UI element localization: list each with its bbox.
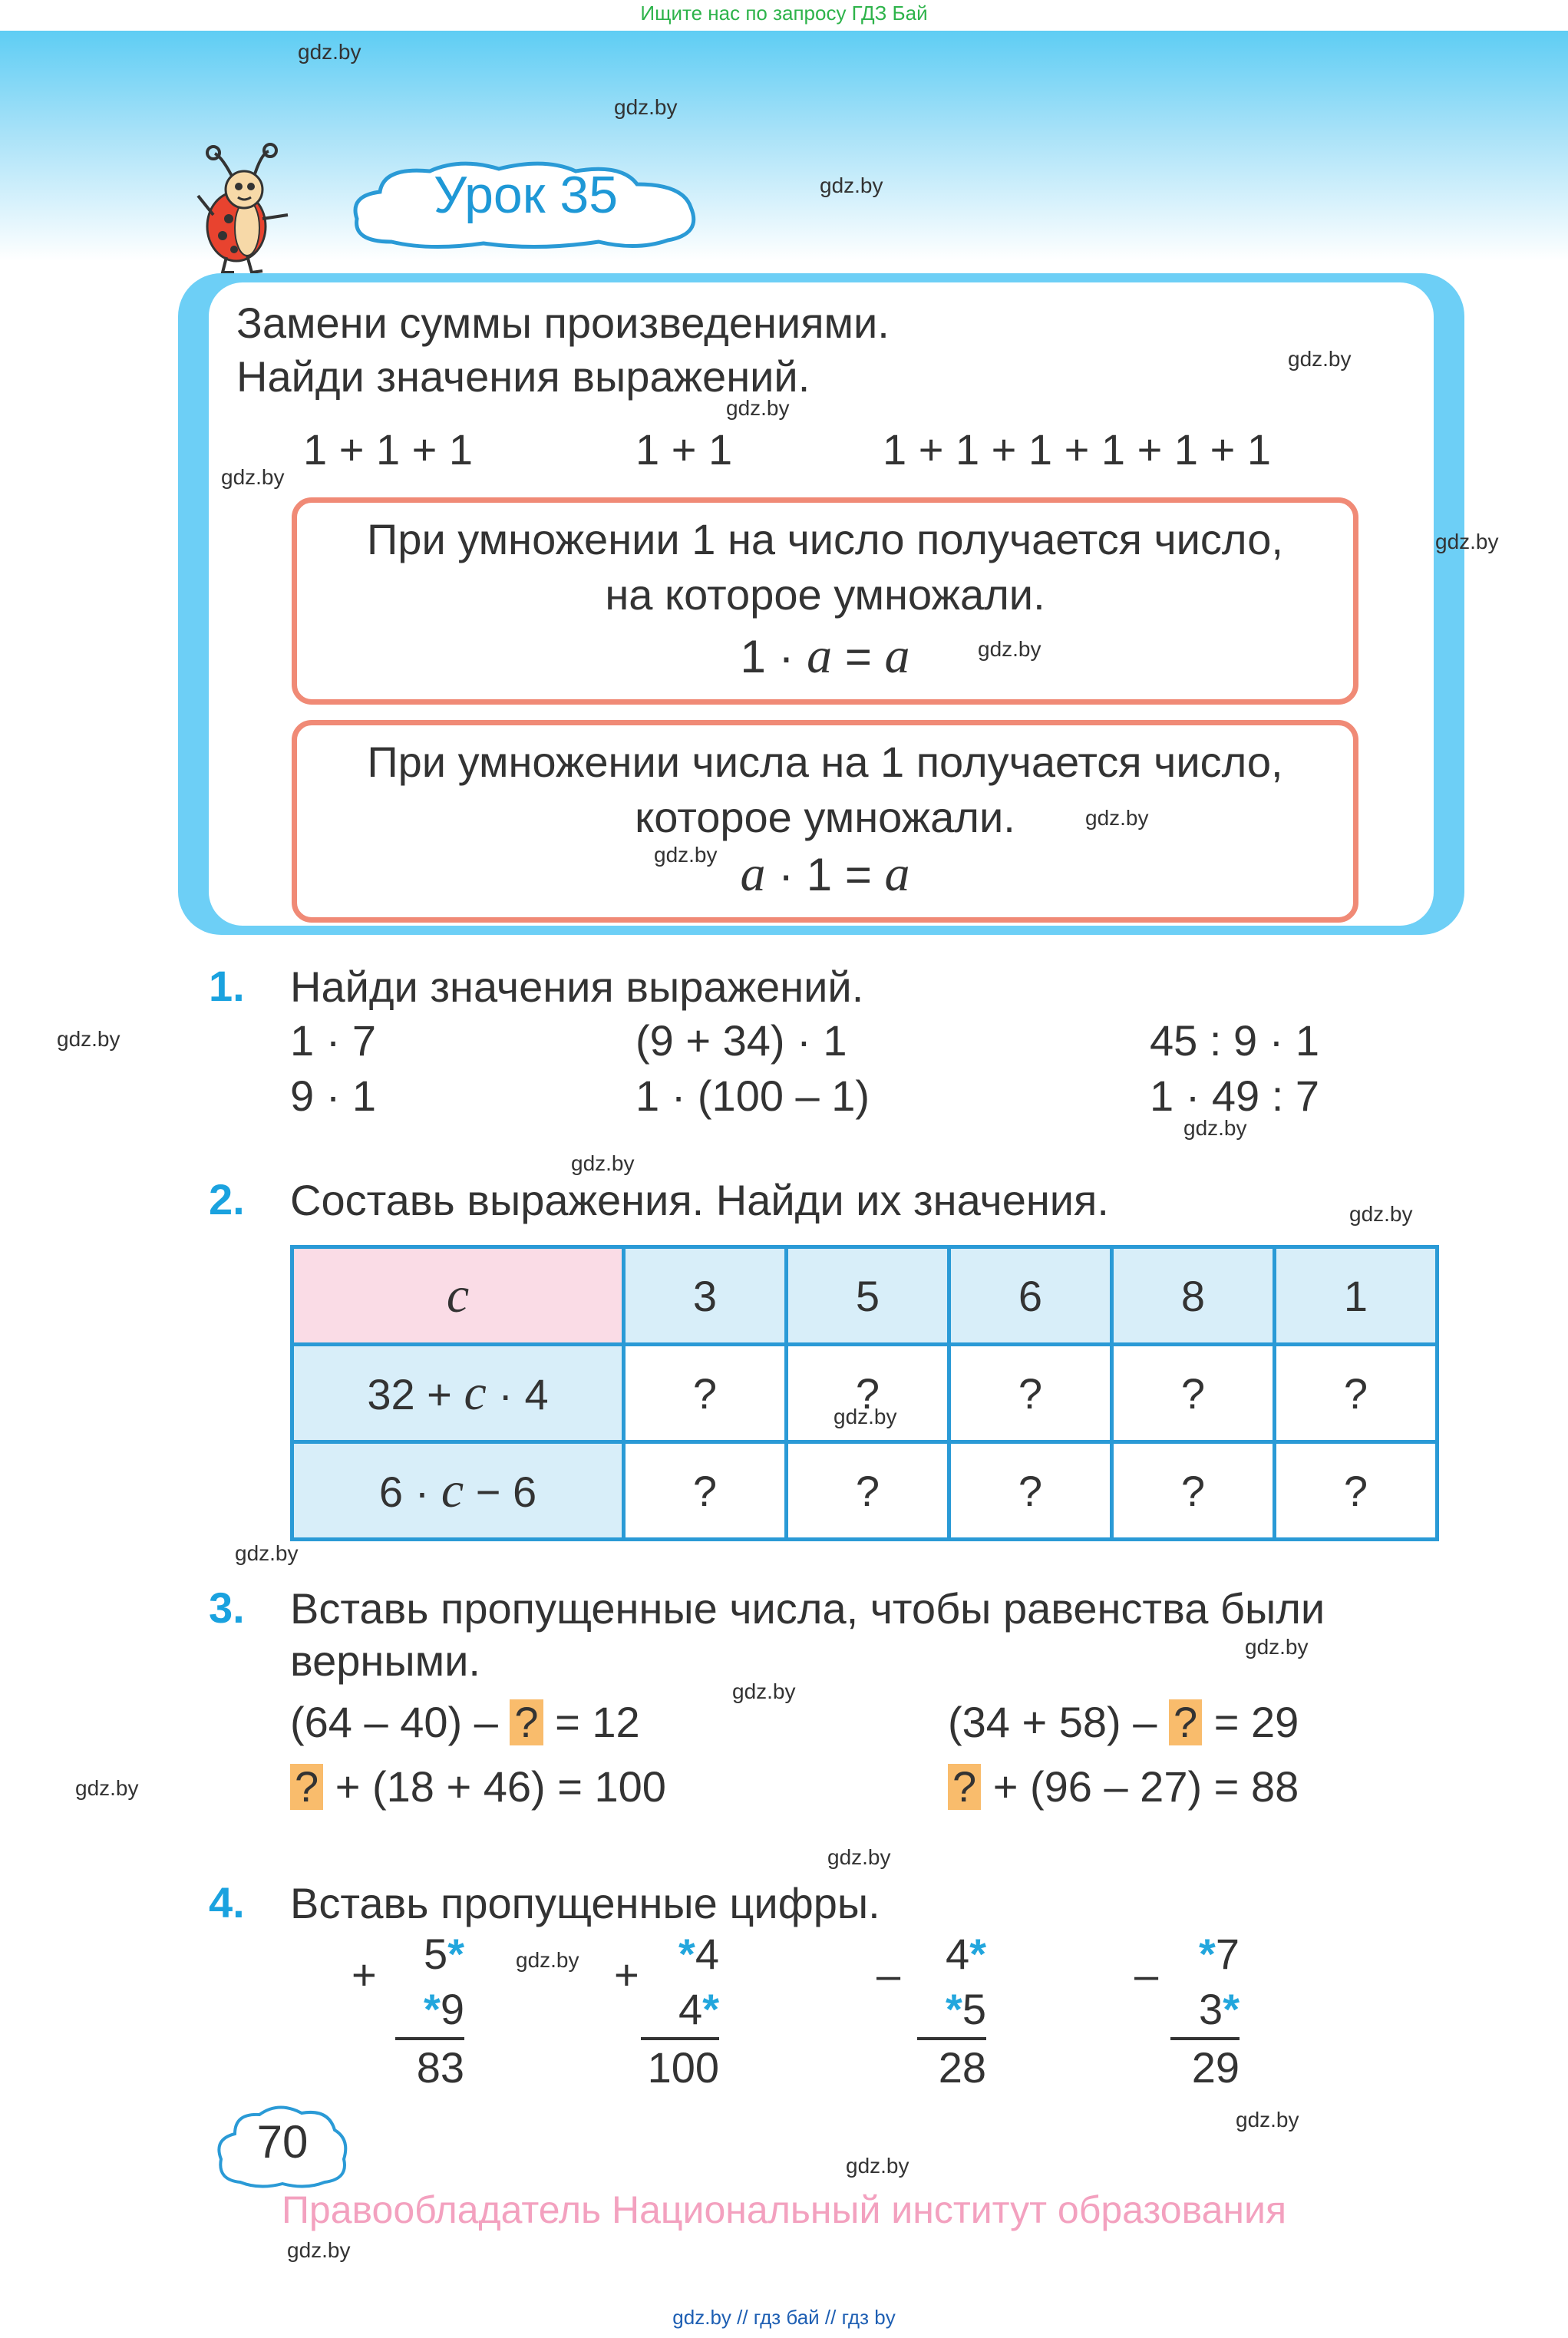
watermark: gdz.by (820, 173, 883, 197)
equation-3 (290, 1759, 666, 1815)
table-cell[interactable]: ? (1112, 1442, 1275, 1540)
task-4-text: Вставь пропущенные цифры. (290, 1879, 880, 1927)
intro-line-2: Найди значения выражений. (236, 352, 810, 401)
ladybug-icon (192, 142, 299, 276)
minus-sign: – (876, 1950, 901, 1999)
task-1-expr: 45 : 9 · 1 (1150, 1016, 1320, 1065)
watermark: gdz.by (1236, 2108, 1299, 2132)
lesson-title: Урок 35 (433, 166, 619, 224)
eq-part: (34 + 58) – (948, 1698, 1157, 1746)
missing-digit-star[interactable]: * (1223, 1985, 1240, 2033)
watermark: gdz.by (571, 1151, 635, 1175)
rule-box-2 (292, 720, 1358, 923)
column-result: 83 (395, 2037, 464, 2095)
watermark: gdz.by (1245, 1635, 1309, 1659)
watermark: gdz.by (221, 465, 285, 489)
eq-part: = 12 (555, 1698, 640, 1746)
rule-2-line-1: При умножении числа на 1 получается число, (367, 738, 1283, 786)
watermark: gdz.by (726, 396, 790, 420)
table-cell[interactable]: ? (949, 1345, 1112, 1442)
task-1-expr: 1 · 49 : 7 (1150, 1072, 1320, 1120)
missing-digit-star[interactable]: * (1199, 1930, 1216, 1978)
watermark: gdz.by (614, 95, 678, 119)
eq-part: = 29 (1213, 1698, 1299, 1746)
table-cell: 3 (624, 1247, 787, 1345)
equation-2 (948, 1695, 1299, 1750)
task-3-number: 3. (209, 1583, 245, 1632)
table-cell: 1 (1275, 1247, 1438, 1345)
watermark: gdz.by (287, 2238, 351, 2262)
rule-2-formula (297, 845, 1353, 903)
watermark: gdz.by (57, 1027, 120, 1051)
watermark: gdz.by (1435, 530, 1499, 553)
watermark: gdz.by (732, 1679, 796, 1703)
table-row (292, 1442, 1438, 1540)
equation-1 (290, 1695, 640, 1750)
sum-1: 1 + 1 + 1 (303, 425, 474, 474)
digit: 4 (946, 1930, 970, 1978)
column-calc-3 (917, 1927, 986, 2095)
watermark: gdz.by (516, 1948, 579, 1972)
table-cell[interactable]: ? (1275, 1442, 1438, 1540)
table-cell: 8 (1112, 1247, 1275, 1345)
formula-part: · 1 = (778, 849, 872, 900)
watermark: gdz.by (235, 1541, 299, 1565)
task-1-expr: 9 · 1 (290, 1072, 377, 1120)
page-number: 70 (256, 2116, 309, 2168)
expr-part: 6 · (378, 1468, 430, 1516)
plus-sign: + (614, 1950, 639, 1999)
digit: 5 (962, 1985, 986, 2033)
digit: 3 (1199, 1985, 1223, 2033)
sum-3: 1 + 1 + 1 + 1 + 1 + 1 (883, 425, 1271, 474)
task-2-text: Составь выражения. Найди их значения. (290, 1176, 1109, 1224)
watermark: gdz.by (827, 1845, 891, 1869)
copyright-line: Правообладатель Национальный институт образования (281, 2188, 1287, 2231)
variable-c: c (464, 1365, 487, 1421)
formula-var: a (884, 846, 910, 902)
table-expr-cell (292, 1442, 624, 1540)
watermark: gdz.by (298, 40, 361, 64)
search-hint: Ищите нас по запросу ГДЗ Бай (640, 2, 928, 25)
missing-digit-star[interactable]: * (969, 1930, 986, 1978)
rule-1-line-2: на которое умножали. (605, 570, 1045, 619)
formula-part: 1 · (740, 631, 794, 682)
task-1-number: 1. (209, 962, 245, 1010)
table-cell[interactable]: ? (624, 1442, 787, 1540)
digit: 4 (678, 1985, 703, 2033)
formula-var: a (740, 846, 766, 902)
table-cell: 6 (949, 1247, 1112, 1345)
column-result: 28 (917, 2037, 986, 2095)
table-cell[interactable]: ? (787, 1442, 949, 1540)
expr-part: − 6 (475, 1468, 537, 1516)
missing-digit-star[interactable]: * (678, 1930, 695, 1978)
task-1-expr: 1 · 7 (290, 1016, 377, 1065)
table-cell[interactable]: ? (949, 1442, 1112, 1540)
task-1-expr: 1 · (100 – 1) (635, 1072, 870, 1120)
column-calc-1 (395, 1927, 464, 2095)
missing-number-box[interactable]: ? (510, 1699, 543, 1745)
column-result: 29 (1170, 2037, 1240, 2095)
task-1-expr: (9 + 34) · 1 (635, 1016, 847, 1065)
task-2-number: 2. (209, 1175, 245, 1223)
minus-sign: – (1134, 1950, 1159, 1999)
missing-number-box[interactable]: ? (1169, 1699, 1202, 1745)
table-var-cell (292, 1247, 624, 1345)
task-3-line-2: верными. (290, 1636, 480, 1685)
table-cell[interactable]: ? (624, 1345, 787, 1442)
expr-part: · 4 (498, 1370, 549, 1418)
formula-var: a (807, 628, 833, 684)
table-row (292, 1247, 1438, 1345)
watermark: gdz.by (846, 2154, 909, 2178)
variable-c: c (446, 1267, 470, 1323)
plus-sign: + (352, 1950, 377, 1999)
column-calc-4 (1170, 1927, 1240, 2095)
footer-links[interactable]: gdz.by // гдз бай // гдз by (672, 2306, 896, 2329)
rule-1-line-1: При умножении 1 на число получается число, (367, 515, 1283, 563)
column-calc-2 (641, 1927, 719, 2095)
digit: 4 (695, 1930, 719, 1978)
variable-c: c (441, 1462, 464, 1518)
watermark: gdz.by (1288, 347, 1352, 371)
watermark: gdz.by (1085, 806, 1149, 830)
values-table (290, 1245, 1439, 1541)
table-cell: 5 (787, 1247, 949, 1345)
missing-number-box[interactable]: ? (948, 1764, 981, 1810)
formula-part: = (844, 631, 872, 682)
intro-line-1: Замени суммы произведениями. (236, 299, 890, 347)
watermark: gdz.by (75, 1776, 139, 1800)
digit: 7 (1215, 1930, 1240, 1978)
watermark: gdz.by (1349, 1202, 1413, 1226)
watermark: gdz.by (834, 1405, 897, 1428)
rule-1-formula (297, 627, 1353, 685)
expr-part: 32 + (367, 1370, 452, 1418)
task-3-line-1: Вставь пропущенные числа, чтобы равенства были (290, 1584, 1325, 1633)
eq-part: + (96 – 27) = 88 (992, 1762, 1299, 1811)
digit: 5 (424, 1930, 448, 1978)
rule-box-1 (292, 497, 1358, 705)
table-cell[interactable]: ? (787, 1345, 949, 1442)
equation-4 (948, 1759, 1299, 1815)
rule-2-line-2: которое умножали. (635, 793, 1015, 841)
task-1-text: Найди значения выражений. (290, 963, 864, 1011)
digit: 9 (440, 1985, 464, 2033)
eq-part: + (18 + 46) = 100 (335, 1762, 666, 1811)
watermark: gdz.by (1183, 1116, 1247, 1140)
missing-digit-star[interactable]: * (702, 1985, 719, 2033)
missing-digit-star[interactable]: * (447, 1930, 464, 1978)
sum-2: 1 + 1 (635, 425, 733, 474)
table-expr-cell (292, 1345, 624, 1442)
eq-part: (64 – 40) – (290, 1698, 498, 1746)
watermark: gdz.by (978, 637, 1041, 661)
missing-digit-star[interactable]: * (424, 1985, 441, 2033)
missing-digit-star[interactable]: * (946, 1985, 962, 2033)
missing-number-box[interactable]: ? (290, 1764, 323, 1810)
table-cell[interactable]: ? (1112, 1345, 1275, 1442)
watermark: gdz.by (654, 843, 718, 867)
table-cell[interactable]: ? (1275, 1345, 1438, 1442)
task-4-number: 4. (209, 1878, 245, 1927)
formula-var: a (884, 628, 910, 684)
column-result: 100 (641, 2037, 719, 2095)
